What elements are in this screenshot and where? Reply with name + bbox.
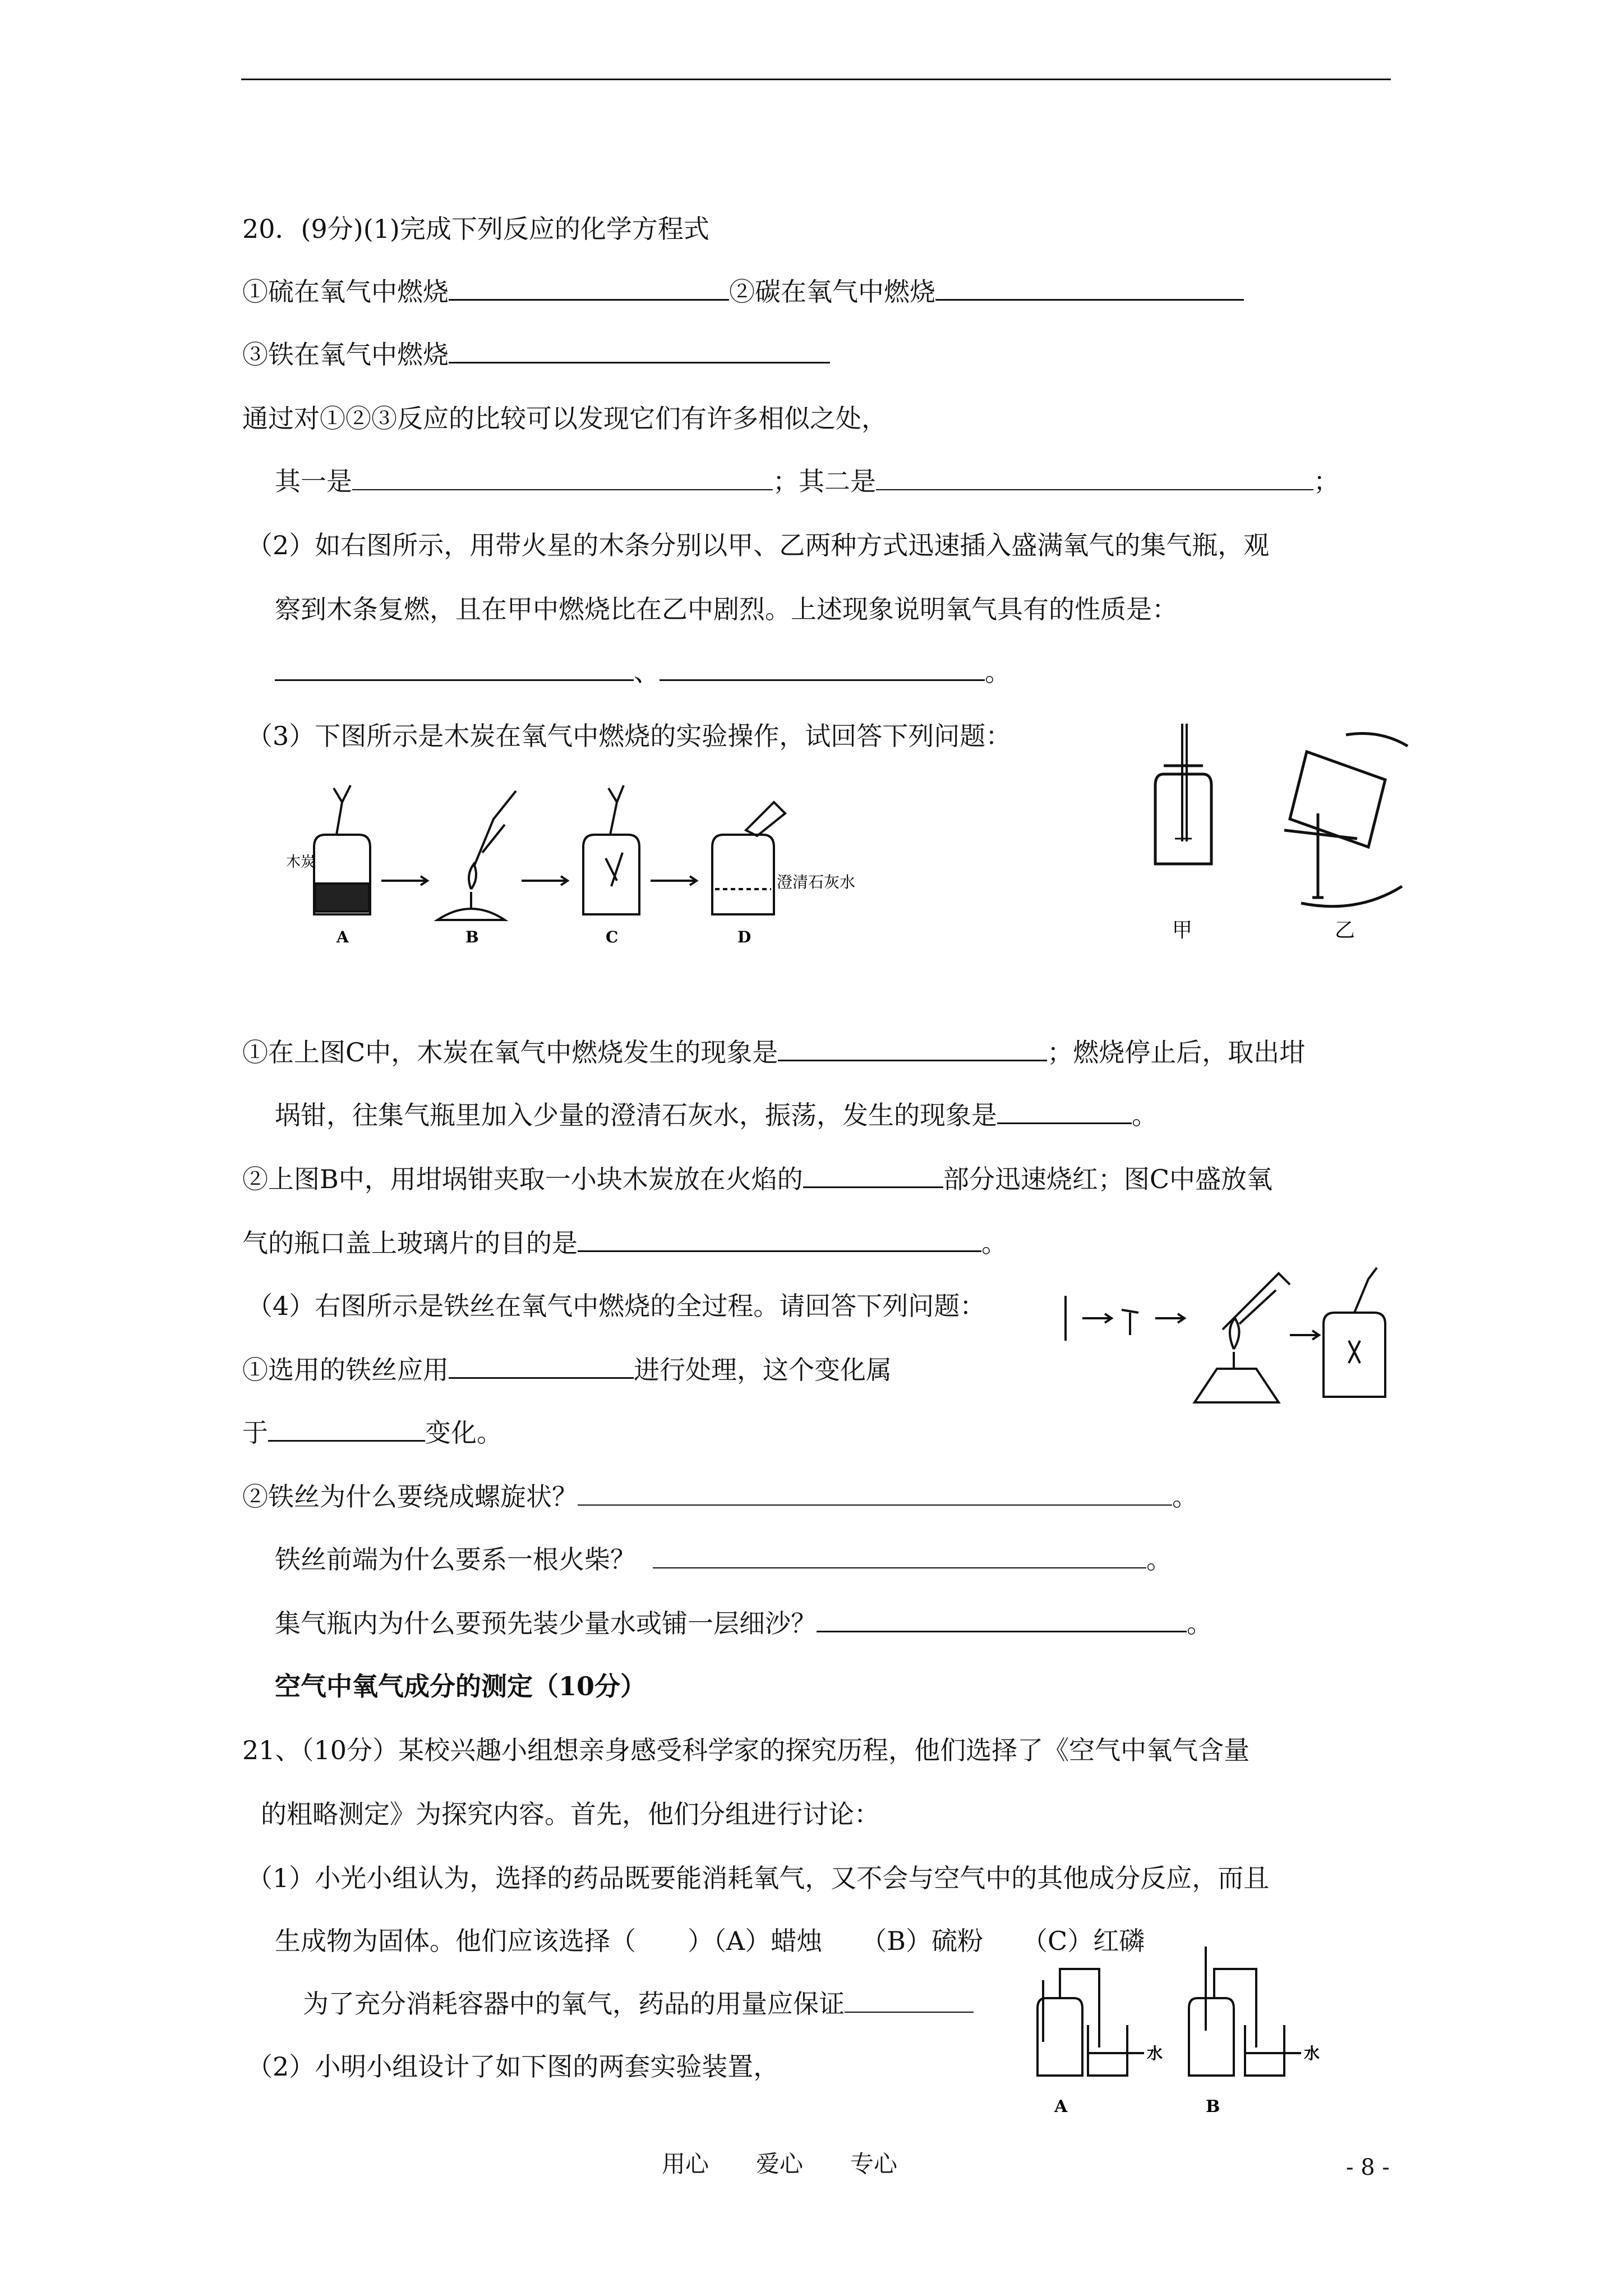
q20-reaction-line-1 [242, 276, 1244, 307]
charcoal-label: 木炭 [286, 854, 316, 871]
c1-text-a: ①在上图C中，木炭在氧气中燃烧发生的现象是 [242, 1037, 778, 1068]
fig3-label-a: A [336, 928, 349, 946]
apparatus-figure [1021, 1947, 1335, 2132]
fig3-label-b: B [465, 928, 479, 946]
q21-line5 [303, 1988, 974, 2019]
fig3-label-d: D [737, 928, 751, 946]
apparatus-label-a: A [1054, 2097, 1068, 2116]
i1-text-a: ①选用的铁丝应用 [242, 1355, 449, 1385]
q21-line1: 21、（10分）某校兴趣小组想亲身感受科学家的探究历程，他们选择了《空气中氧气含量 [242, 1735, 1250, 1765]
i2-blank[interactable] [578, 1482, 1172, 1506]
i1-text-d: 变化。 [425, 1418, 502, 1448]
c1-phenomenon-blank[interactable] [778, 1037, 1047, 1061]
dun-mark: 、 [634, 657, 660, 687]
i1-text-b: 进行处理，这个变化属 [634, 1355, 892, 1385]
reaction-3-blank[interactable] [449, 339, 830, 364]
c1-period: 。 [1132, 1100, 1158, 1130]
fig2-label-jia: 甲 [1172, 919, 1193, 942]
apparatus-label-b: B [1206, 2097, 1220, 2116]
q20-i4 [275, 1608, 1212, 1639]
fig3-label-c: C [606, 928, 619, 946]
section-heading: 空气中氧气成分的测定（10分） [275, 1671, 647, 1701]
q20-similarities [275, 466, 1339, 497]
q20-part2-line1: （2）如右图所示，用带火星的木条分别以甲、乙两种方式迅速插入盛满氧气的集气瓶，观 [247, 530, 1270, 560]
property-blank-1[interactable] [275, 657, 634, 681]
q20-part2-line2: 察到木条复燃，且在甲中燃烧比在乙中剧烈。上述现象说明氧气具有的性质是： [275, 594, 1178, 624]
i3-period: 。 [1146, 1544, 1172, 1575]
q21-line6: （2）小明小组设计了如下图的两套实验装置， [247, 2051, 780, 2082]
c1-text-b: ；燃烧停止后，取出坩 [1047, 1037, 1306, 1068]
q21-amount-blank[interactable] [845, 1989, 974, 2013]
q21-line3: （1）小光小组认为，选择的药品既要能消耗氧气，又不会与空气中的其他成分反应，而且 [247, 1863, 1270, 1893]
i2-text: ②铁丝为什么要绕成螺旋状？ [242, 1481, 578, 1512]
q20-title: 20．(9分)(1)完成下列反应的化学方程式 [242, 214, 709, 244]
c1-text-c: 埚钳，往集气瓶里加入少量的澄清石灰水，振荡，发生的现象是 [275, 1100, 997, 1130]
semicolon: ； [1313, 466, 1339, 496]
i4-text: 集气瓶内为什么要预先装少量水或铺一层细沙？ [275, 1608, 817, 1639]
i1-treatment-blank[interactable] [449, 1355, 634, 1379]
q21-line4: 生成物为固体。他们应该选择（ ）（A）蜡烛 （B）硫粉 （C）红磷 [275, 1926, 1145, 1956]
water-label-b: 水 [1304, 2044, 1320, 2063]
c2-text-b: 部分迅速烧红；图C中盛放氧 [943, 1164, 1273, 1194]
i3-blank[interactable] [653, 1545, 1146, 1568]
oxygen-jar-figure [1122, 712, 1436, 1004]
q20-part4-intro: （4）右图所示是铁丝在氧气中燃烧的全过程。请回答下列问题： [247, 1291, 986, 1321]
q20-i1-line1 [242, 1354, 892, 1386]
reaction-3-label: ③铁在氧气中燃烧 [242, 339, 449, 370]
limewater-label: 澄清石灰水 [777, 873, 856, 891]
c2-purpose-blank[interactable] [578, 1228, 981, 1252]
q20-part2-blanks [275, 656, 1011, 688]
reaction-1-label: ①硫在氧气中燃烧 [242, 277, 449, 307]
q20-c1-line1 [242, 1037, 1305, 1068]
water-label-a: 水 [1147, 2044, 1163, 2063]
charcoal-experiment-figure [280, 769, 856, 954]
c2-text-a: ②上图B中，用坩埚钳夹取一小块木炭放在火焰的 [242, 1164, 803, 1194]
q20-c1-line2 [275, 1099, 1158, 1131]
q20-c2-line1 [242, 1163, 1272, 1195]
fig2-label-yi: 乙 [1335, 919, 1355, 942]
i3-text: 铁丝前端为什么要系一根火柴？ [275, 1544, 636, 1575]
second-blank[interactable] [876, 467, 1313, 490]
property-blank-2[interactable] [660, 657, 985, 681]
i2-period: 。 [1172, 1481, 1198, 1512]
header-rule [241, 79, 1391, 80]
q20-i2 [242, 1481, 1198, 1512]
second-label: ；其二是 [773, 466, 876, 496]
first-label: 其一是 [275, 466, 352, 496]
footer-motto: 用心 爱心 专心 [662, 2150, 898, 2178]
q21-line2: 的粗略测定》为探究内容。首先，他们分组进行讨论： [261, 1799, 880, 1829]
first-blank[interactable] [352, 467, 773, 490]
c2-text-c: 气的瓶口盖上玻璃片的目的是 [242, 1228, 578, 1258]
i4-blank[interactable] [817, 1608, 1187, 1632]
c2-flame-blank[interactable] [803, 1164, 943, 1188]
q20-compare: 通过对①②③反应的比较可以发现它们有许多相似之处， [242, 403, 887, 434]
c1-limewater-blank[interactable] [997, 1100, 1132, 1124]
q21-line5-text: 为了充分消耗容器中的氧气，药品的用量应保证 [303, 1989, 845, 2019]
reaction-2-label: ②碳在氧气中燃烧 [729, 277, 935, 307]
q20-reaction-line-3 [242, 339, 830, 370]
c2-period: 。 [981, 1228, 1007, 1258]
q20-c2-line2 [242, 1227, 1007, 1259]
reaction-1-blank[interactable] [449, 277, 729, 301]
page-number: - 8 - [1346, 2155, 1390, 2180]
iron-wire-figure [1054, 1262, 1419, 1425]
i1-text-c: 于 [242, 1418, 268, 1448]
q20-i1-line2 [242, 1417, 502, 1448]
q20-i3 [275, 1544, 1172, 1575]
period-mark: 。 [985, 657, 1011, 687]
q20-part3-intro: （3）下图所示是木炭在氧气中燃烧的实验操作，试回答下列问题： [247, 721, 1012, 751]
reaction-2-blank[interactable] [935, 277, 1244, 301]
i1-change-blank[interactable] [268, 1418, 425, 1442]
i4-period: 。 [1187, 1608, 1212, 1639]
